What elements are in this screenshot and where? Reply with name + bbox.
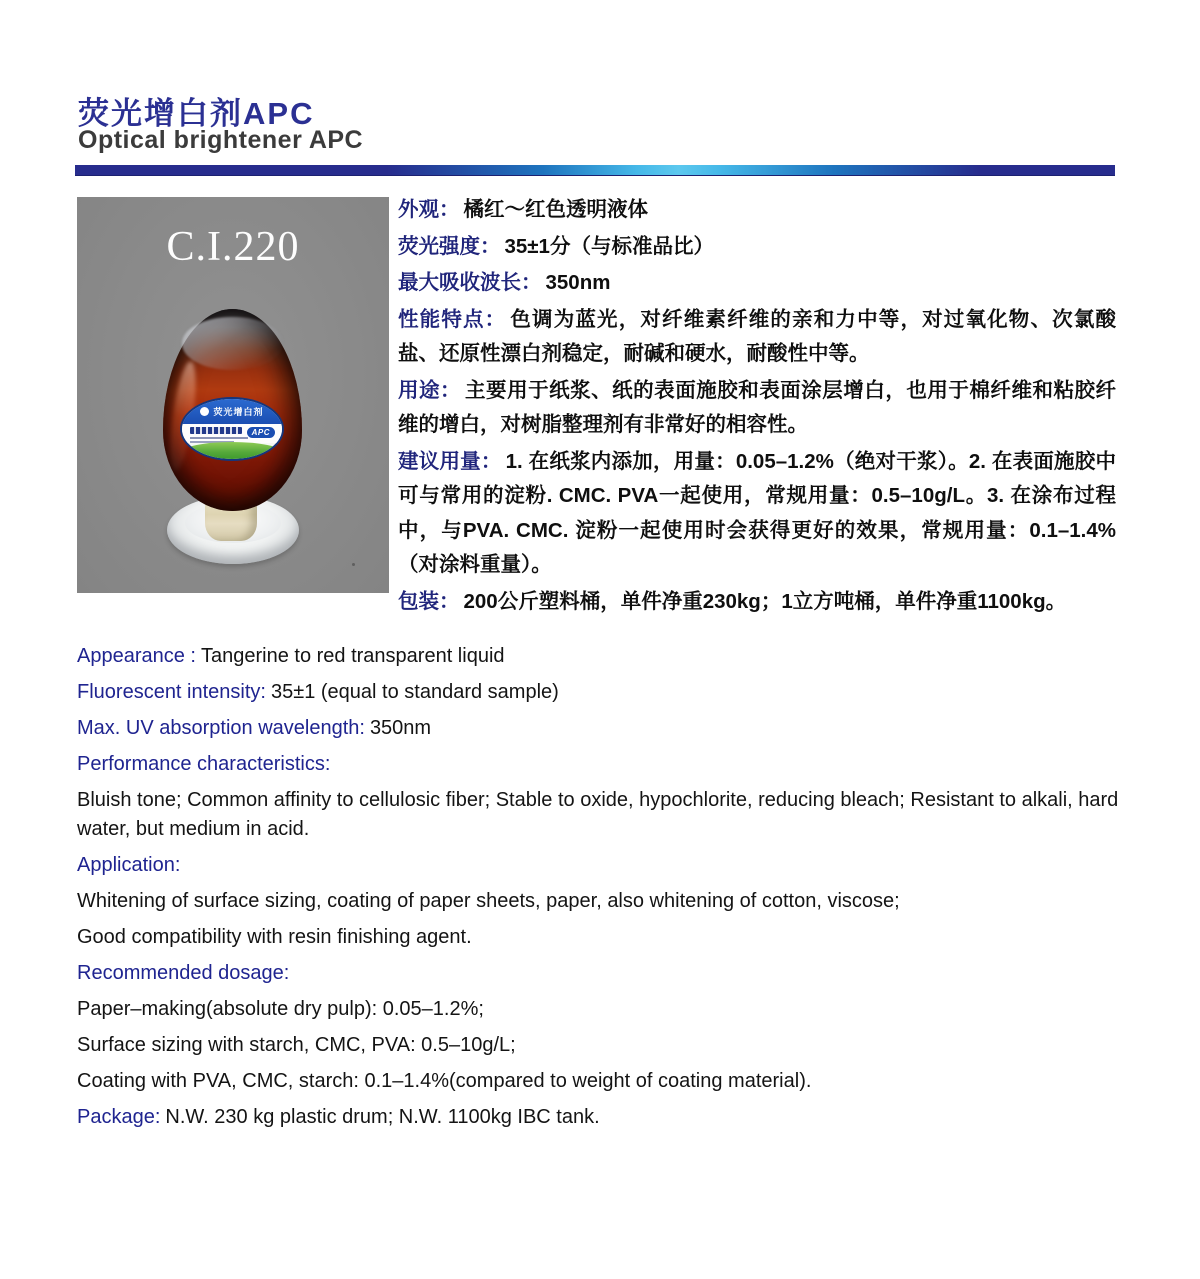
spec-label-chinese: 最大吸收波长： — [398, 271, 542, 294]
bottle-label-body — [182, 424, 282, 443]
photo-speck — [352, 563, 355, 566]
spec-label-english: Performance characteristics: — [77, 753, 331, 775]
spec-text-english: Good compatibility with resin finishing agent. — [77, 926, 472, 948]
spec-text-english: Bluish tone; Common affinity to cellulosic fiber; Stable to oxide, hypochlorite, reducing bleach; Resistant to alkali, hard water, but medium in acid. — [77, 789, 1119, 840]
spec-text-chinese: 主要用于纸浆、纸的表面施胶和表面涂层增白，也用于棉纤维和粘胶纤维的增白，对树脂整理剂有非常好的相容性。 — [398, 378, 1116, 436]
spec-row-english — [77, 851, 1123, 880]
page-title-chinese: 荧光增白剂APC — [78, 96, 315, 131]
spec-label-chinese: 外观： — [398, 198, 460, 221]
spec-text-english: Whitening of surface sizing, coating of paper sheets, paper, also whitening of cotton, viscose; — [77, 890, 900, 912]
spec-text-chinese: 1. 在纸浆内添加，用量：0.05–1.2%（绝对干浆）。2. 在表面施胶中可与常用的淀粉. CMC. PVA一起使用，常规用量：0.5–10g/L。3. 在涂布过程中，与PVA. CMC. 淀粉一起使用时会获得更好的效果，常规用量：0.1–1.4%（对涂料重量）。 — [398, 449, 1117, 576]
spec-row-english — [77, 1067, 1123, 1096]
specs-chinese — [398, 193, 1116, 621]
spec-row-chinese — [398, 374, 1116, 443]
spec-text-english: N.W. 230 kg plastic drum; N.W. 1100kg IBC tank. — [165, 1106, 600, 1128]
spec-row-chinese — [398, 445, 1116, 583]
bottle-label-brand: 荧光增白剂 — [213, 407, 264, 418]
brand-logo-icon — [200, 407, 209, 416]
bottle-label-line — [190, 437, 248, 439]
spec-row-english — [77, 678, 1123, 707]
spec-label-english: Fluorescent intensity: — [77, 681, 266, 703]
spec-text-chinese: 200公斤塑料桶，单件净重230kg；1立方吨桶，单件净重1100kg。 — [463, 589, 1067, 613]
spec-text-english: Surface sizing with starch, CMC, PVA: 0.5–10g/L; — [77, 1034, 516, 1056]
specs-english — [77, 642, 1123, 1139]
bottle-label-grass-art — [182, 442, 282, 459]
spec-row-english — [77, 642, 1123, 671]
spec-text-english: Paper–making(absolute dry pulp): 0.05–1.2%; — [77, 998, 484, 1020]
gradient-divider-bar — [75, 165, 1115, 176]
spec-text-chinese: 350nm — [545, 271, 611, 294]
bottle-label-badge: APC — [246, 426, 276, 439]
spec-label-english: Application: — [77, 854, 181, 876]
spec-label-english: Max. UV absorption wavelength: — [77, 717, 365, 739]
spec-label-english: Appearance : — [77, 645, 196, 667]
spec-text-chinese: 色调为蓝光，对纤维素纤维的亲和力中等，对过氧化物、次氯酸盐、还原性漂白剂稳定，耐碱和硬水，耐酸性中等。 — [398, 307, 1116, 365]
spec-label-chinese: 性能特点： — [398, 307, 507, 331]
product-photo — [77, 197, 389, 593]
spec-text-english: Tangerine to red transparent liquid — [200, 645, 505, 667]
spec-row-chinese — [398, 303, 1116, 372]
spec-text-chinese: 橘红～红色透明液体 — [463, 198, 648, 221]
color-index-caption: C.I.220 — [166, 224, 300, 270]
spec-row-english — [77, 959, 1123, 988]
spec-label-chinese: 建议用量： — [398, 449, 502, 473]
spec-label-english: Package: — [77, 1106, 161, 1128]
spec-label-chinese: 荧光强度： — [398, 234, 501, 258]
spec-row-english — [77, 786, 1123, 844]
spec-row-english — [77, 714, 1123, 743]
spec-text-english: 35±1 (equal to standard sample) — [270, 681, 559, 703]
spec-row-english — [77, 923, 1123, 952]
spec-row-english — [77, 1103, 1123, 1132]
spec-row-english — [77, 750, 1123, 779]
spec-row-chinese — [398, 230, 1116, 265]
spec-label-chinese: 用途： — [398, 378, 462, 402]
bottle-label-header — [182, 399, 282, 424]
spec-row-english — [77, 887, 1123, 916]
spec-label-english: Recommended dosage: — [77, 962, 290, 984]
spec-row-chinese — [398, 266, 1116, 301]
spec-text-english: 350nm — [369, 717, 432, 739]
bottle-label — [180, 397, 284, 461]
spec-row-english — [77, 1031, 1123, 1060]
bottle-flask — [163, 309, 302, 511]
page-title-english: Optical brightener APC — [78, 126, 364, 154]
spec-row-chinese — [398, 193, 1116, 228]
spec-row-chinese — [398, 585, 1116, 620]
spec-row-english — [77, 995, 1123, 1024]
spec-text-english: Coating with PVA, CMC, starch: 0.1–1.4%(compared to weight of coating material). — [77, 1070, 812, 1092]
bottle-label-text-smudge — [190, 427, 242, 434]
spec-text-chinese: 35±1分（与标准品比） — [504, 234, 714, 258]
spec-label-chinese: 包装： — [398, 589, 460, 613]
